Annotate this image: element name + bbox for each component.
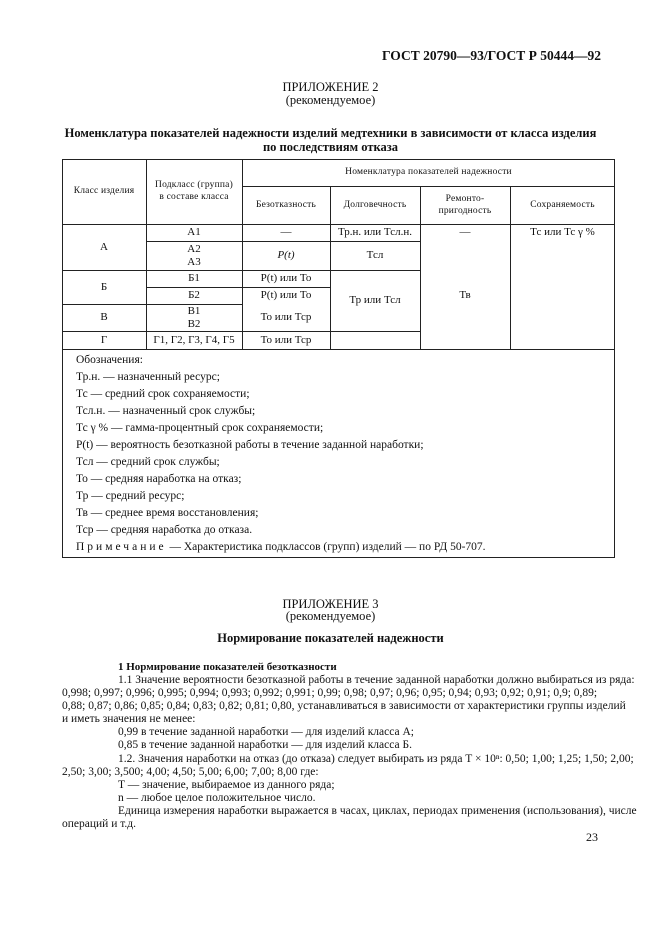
header-repairability <box>420 187 510 224</box>
document-header: ГОСТ 20790—93/ГОСТ Р 50444—92 <box>382 48 601 63</box>
appendix2-caption-line1: Номенклатура показателей надежности изделий медтехники в зависимости от класса изделия <box>64 126 597 140</box>
page-number: 23 <box>586 830 598 844</box>
remark-label: Примечание <box>76 541 167 553</box>
a1-durability: Тр.н. или Тсл.н. <box>337 226 412 238</box>
class-a: А <box>100 240 108 253</box>
header-repair-line2: пригодность <box>438 205 492 216</box>
class-v: В <box>100 311 108 323</box>
para-1-3b: операций и т.д. <box>62 818 136 830</box>
appendix3-subtitle: (рекомендуемое) <box>285 609 376 623</box>
para-1-2: 1.2. Значения наработки на отказ (до отказа) следует выбирать из ряда T × 10ⁿ: 0,50; 1,00; 1,25; 1,50; 2,00; <box>118 753 634 765</box>
subclass-b2: Б2 <box>188 289 200 301</box>
header-class: Класс изделия <box>73 185 135 196</box>
b1-reliability: P(t) или То <box>260 272 312 284</box>
note-item: Тр — средний ресурс; <box>76 490 185 502</box>
note-item: Тсл.н. — назначенный срок службы; <box>76 405 256 417</box>
subclass-v2: В2 <box>187 317 201 330</box>
para-1-2d: n — любое целое положительное число. <box>118 792 316 804</box>
section1-title: 1 Нормирование показателей безотказности <box>118 661 337 673</box>
header-repair-line1: Ремонто- <box>445 194 485 204</box>
header-reliability: Безотказность <box>255 199 317 210</box>
header-storage: Сохраняемость <box>530 199 595 210</box>
para-1-2b: 2,50; 3,00; 3,500; 4,00; 4,50; 5,00; 6,00; 7,00; 8,00 где: <box>62 766 319 778</box>
class-b: Б <box>100 280 108 293</box>
b2-reliability: P(t) или То <box>260 289 312 301</box>
a23-durability: Тсл <box>366 249 384 261</box>
header-durability: Долговечность <box>343 199 407 210</box>
para-1-1f: 0,85 в течение заданной наработки — для изделий класса Б. <box>118 739 412 751</box>
note-item: Тср — средняя наработка до отказа. <box>76 524 253 536</box>
note-item: Тсл — средний срок службы; <box>76 456 220 468</box>
note-item: P(t) — вероятность безотказной работы в течение заданной наработки; <box>76 439 424 451</box>
remark-text: — Характеристика подклассов (групп) изделий — по РД 50-707. <box>166 541 486 553</box>
para-1-1: 1.1 Значение вероятности безотказной работы в течение заданной наработки должно выбираться из ряда: <box>118 674 635 686</box>
para-1-1b: 0,998; 0,997; 0,996; 0,995; 0,994; 0,993; 0,992; 0,991; 0,99; 0,98; 0,97; 0,96; 0,95; 0,94; 0,93; 0,92; 0,91; 0,9; 0,89; <box>62 687 598 699</box>
class-g: Г <box>100 333 108 346</box>
appendix2-title: ПРИЛОЖЕНИЕ 2 <box>282 80 379 94</box>
subclass-a3: А3 <box>187 255 201 268</box>
notes-title: Обозначения: <box>76 354 143 366</box>
remark <box>76 540 486 554</box>
para-1-1d: и иметь значения не менее: <box>62 713 196 725</box>
header-subclass <box>146 159 242 224</box>
subclass-a2: А2 <box>187 242 201 255</box>
appendix3-caption: Нормирование показателей надежности <box>217 631 444 645</box>
bv-durability: Тр или Тсл <box>349 294 401 306</box>
appendix3-title: ПРИЛОЖЕНИЕ 3 <box>282 597 379 611</box>
g-reliability: То или Тср <box>260 333 312 346</box>
para-1-2c: T — значение, выбираемое из данного ряда; <box>118 779 335 791</box>
note-item: Тр.н. — назначенный ресурс; <box>76 371 220 383</box>
a1-repairability: — <box>459 226 471 238</box>
a23-reliability: P(t) <box>277 249 295 261</box>
subclass-a1: А1 <box>187 226 201 238</box>
subclass-a2-a3 <box>146 241 242 270</box>
subclass-b1: Б1 <box>188 272 200 284</box>
v-reliability: То или Тср <box>260 311 312 323</box>
subclass-v1: В1 <box>187 304 201 317</box>
repairability-common: Тв <box>459 288 471 301</box>
note-item: Тс γ % — гамма-процентный срок сохраняемости; <box>76 422 324 434</box>
para-1-1c: 0,88; 0,87; 0,86; 0,85; 0,84; 0,83; 0,82; 0,81; 0,80, устанавливаться в зависимости от характеристики группы изделий <box>62 700 626 712</box>
para-1-3: Единица измерения наработки выражается в часах, циклах, периодах применения (использования), числе <box>118 805 637 817</box>
subclass-g: Г1, Г2, Г3, Г4, Г5 <box>153 333 235 346</box>
appendix2-subtitle: (рекомендуемое) <box>285 93 376 107</box>
appendix2-caption-line2: по последствиям отказа <box>262 140 399 154</box>
header-subclass-line2: в составе класса <box>159 191 229 202</box>
reliability-table <box>62 159 615 558</box>
note-item: Тс — средний срок сохраняемости; <box>76 388 250 400</box>
para-1-1e: 0,99 в течение заданной наработки — для изделий класса А; <box>118 726 414 738</box>
header-subclass-line1: Подкласс (группа) <box>155 180 233 190</box>
note-item: То — средняя наработка на отказ; <box>76 473 242 485</box>
note-item: Тв — среднее время восстановления; <box>76 507 259 519</box>
header-nomenclature: Номенклатура показателей надежности <box>345 166 512 177</box>
a1-reliability: — <box>280 226 292 238</box>
a1-storage: Тс или Тс γ % <box>530 226 595 238</box>
subclass-v <box>146 304 242 331</box>
